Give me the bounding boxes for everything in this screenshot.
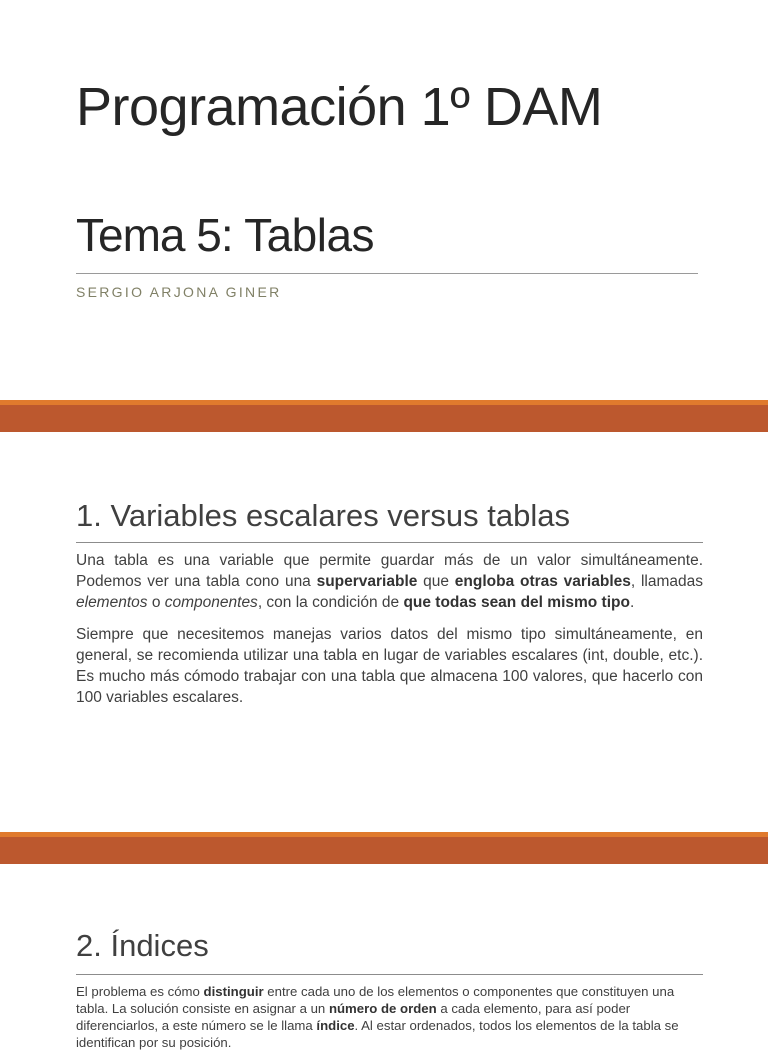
text-run: entre cada uno de los elementos o componentes que constituyen una tabla. La solución consiste en asignar a un — [76, 984, 675, 1016]
slide-separator-bar — [0, 832, 768, 864]
italic-term: componentes — [164, 593, 258, 611]
text-run: o — [147, 593, 165, 611]
subtitle-prefix: Tema 5: — [76, 209, 233, 261]
text-run: , con la condición de — [257, 593, 404, 611]
italic-term: elementos — [76, 593, 148, 611]
bold-term: que todas sean del mismo tipo — [403, 593, 630, 611]
text-run: . Al estar ordenados, todos los elementos de la tabla se identifican por su posición. — [76, 1018, 679, 1050]
paragraph — [76, 551, 703, 613]
text-run: El problema es cómo — [76, 984, 204, 999]
presentation-title: Programación 1º DAM — [76, 77, 603, 137]
text-run: , llamadas — [630, 572, 703, 590]
heading-underline — [76, 974, 703, 975]
slide-body — [76, 551, 703, 721]
subtitle-topic: Tablas — [232, 209, 375, 261]
title-slide — [0, 0, 768, 400]
section-heading: 2. Índices — [76, 928, 209, 963]
text-run: . — [629, 593, 635, 611]
text-run: a cada elemento, para así poder diferenciarlos, a este número se le llama — [76, 1001, 631, 1033]
slide-separator-bar — [0, 400, 768, 432]
heading-underline — [76, 542, 703, 543]
section-heading: 1. Variables escalares versus tablas — [76, 498, 570, 533]
text-run: Una tabla es una variable que permite guardar más de un valor simultáneamente. Podemos ver una tabla cono una — [76, 552, 703, 590]
content-slide-variables — [0, 432, 768, 832]
bold-term: supervariable — [316, 572, 418, 590]
presentation-subtitle — [76, 208, 374, 262]
paragraph: Siempre que necesitemos manejas varios datos del mismo tipo simultáneamente, en general, se recomienda utilizar una tabla en lugar de variables escalares (int, double, etc.). Es mucho más cómodo trabajar con una tabla que almacena 100 valores, que hacerlo con 100 variables escalares. — [76, 626, 703, 706]
author-name: SERGIO ARJONA GINER — [76, 284, 282, 300]
bold-term: índice — [316, 1018, 355, 1033]
content-slide-indices — [0, 864, 768, 1050]
title-divider-line — [76, 273, 698, 274]
text-run: que — [417, 572, 455, 590]
bold-term: número de orden — [328, 1001, 437, 1016]
bold-term: engloba otras variables — [454, 572, 631, 590]
bold-term: distinguir — [203, 984, 264, 999]
paragraph — [76, 983, 703, 1051]
slide-body — [76, 983, 703, 1051]
